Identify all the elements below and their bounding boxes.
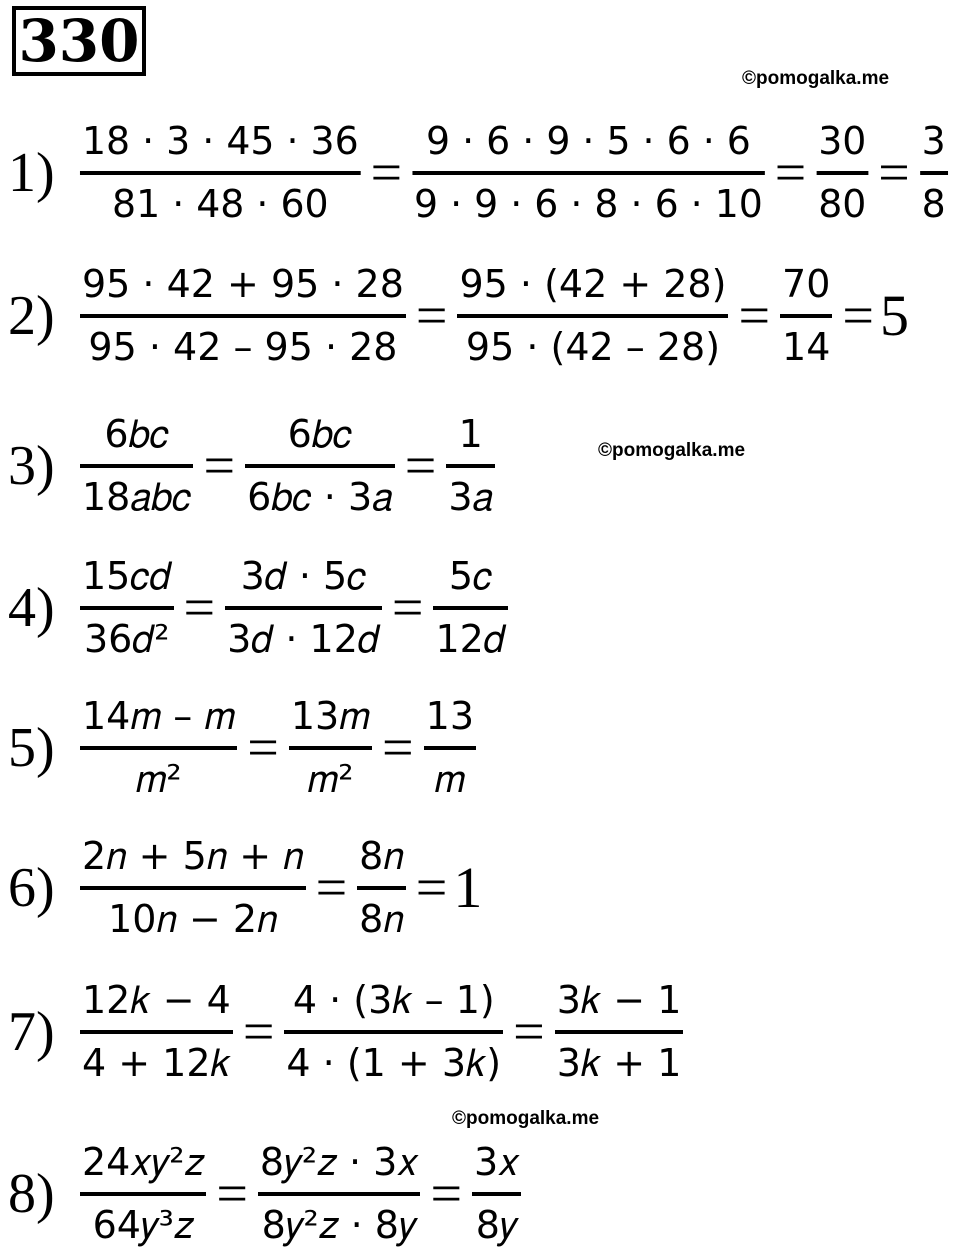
- denominator: 8: [921, 182, 946, 226]
- line-label: 6): [8, 857, 55, 919]
- fraction-bar: [457, 314, 728, 318]
- watermark: ©pomogalka.me: [742, 68, 890, 89]
- fraction: [406, 116, 771, 231]
- fraction: [74, 551, 180, 666]
- denominator: 18𝑎𝑏𝑐: [82, 475, 192, 519]
- denominator: 𝑚²: [307, 757, 354, 801]
- denominator: 3𝑑 · 12𝑑: [227, 617, 380, 661]
- fraction-bar: [289, 746, 372, 750]
- equals-sign: =: [774, 142, 807, 204]
- fraction-bar: [80, 314, 406, 318]
- equation: [74, 258, 909, 374]
- equals-sign: =: [404, 435, 437, 497]
- numerator: 3: [921, 118, 946, 163]
- problem-number: 330: [12, 6, 146, 76]
- fraction: [74, 259, 412, 374]
- fraction-bar: [80, 746, 237, 750]
- numerator: 13𝑚: [290, 693, 371, 738]
- denominator: 4 + 12𝑘: [82, 1041, 231, 1085]
- numerator: 18 · 3 · 45 · 36: [81, 118, 359, 163]
- line-label: 4): [8, 577, 55, 639]
- equation: [74, 550, 514, 666]
- fraction: [351, 831, 412, 946]
- numerator: 3𝑑 · 5𝑐: [240, 553, 367, 598]
- result-value: 1: [453, 855, 483, 920]
- equation: [74, 118, 954, 228]
- watermark: ©pomogalka.me: [452, 1108, 600, 1129]
- solution-line-1: [8, 118, 958, 228]
- line-label: 3): [8, 435, 55, 497]
- equals-sign: =: [430, 1163, 463, 1225]
- fraction: [278, 975, 509, 1090]
- equals-sign: =: [382, 717, 414, 779]
- numerator: 13: [425, 693, 474, 738]
- fraction: [451, 259, 734, 374]
- equals-sign: =: [878, 142, 910, 204]
- denominator: 81 · 48 · 60: [112, 182, 329, 226]
- denominator: 3𝑘 + 1: [556, 1041, 682, 1085]
- fraction: [74, 975, 239, 1090]
- numerator: 9 · 6 · 9 · 5 · 6 · 6: [426, 118, 751, 163]
- denominator: 8𝑦: [475, 1203, 518, 1247]
- solution-line-5: [8, 690, 958, 806]
- denominator: 95 · (42 – 28): [465, 325, 721, 369]
- fraction: [810, 116, 874, 231]
- fraction: [466, 1137, 527, 1252]
- denominator: 𝑚: [434, 757, 466, 801]
- denominator: 3𝑎: [448, 475, 494, 519]
- fraction-bar: [816, 171, 868, 175]
- equals-sign: =: [216, 1163, 248, 1225]
- fraction-bar: [284, 1030, 503, 1034]
- line-label: 7): [8, 1001, 55, 1063]
- equals-sign: =: [183, 577, 216, 639]
- equals-sign: =: [247, 717, 279, 779]
- denominator: 10𝑛 − 2𝑛: [108, 897, 278, 941]
- fraction: [914, 116, 954, 231]
- fraction-bar: [80, 886, 306, 890]
- numerator: 4 · (3𝑘 – 1): [292, 977, 495, 1022]
- equals-sign: =: [315, 857, 348, 919]
- fraction: [74, 116, 367, 231]
- numerator: 14𝑚 – 𝑚: [82, 693, 236, 738]
- fraction: [427, 551, 513, 666]
- denominator: 64𝑦³𝑧: [92, 1203, 194, 1247]
- line-label: 8): [8, 1163, 55, 1225]
- numerator: 6𝑏𝑐: [287, 411, 353, 456]
- equals-sign: =: [415, 857, 448, 919]
- line-label: 5): [8, 717, 55, 779]
- solution-line-2: [8, 258, 958, 374]
- denominator: 95 · 42 – 95 · 28: [88, 325, 398, 369]
- fraction-bar: [258, 1192, 421, 1196]
- fraction: [74, 1137, 212, 1252]
- fraction-bar: [424, 746, 476, 750]
- fraction-bar: [433, 606, 507, 610]
- fraction-bar: [357, 886, 406, 890]
- fraction-bar: [412, 171, 765, 175]
- equation: [74, 690, 482, 806]
- fraction-bar: [245, 464, 395, 468]
- equals-sign: =: [391, 577, 424, 639]
- denominator: 6𝑏𝑐 · 3𝑎: [247, 475, 393, 519]
- fraction-bar: [80, 1192, 206, 1196]
- denominator: 4 · (1 + 3𝑘): [286, 1041, 502, 1085]
- denominator: 12𝑑: [435, 617, 506, 661]
- numerator: 5𝑐: [448, 553, 493, 598]
- solution-line-4: [8, 550, 958, 666]
- numerator: 8𝑛: [359, 833, 404, 878]
- numerator: 15𝑐𝑑: [82, 553, 172, 598]
- fraction: [549, 975, 690, 1090]
- denominator: 8𝑛: [359, 897, 404, 941]
- fraction: [252, 1137, 427, 1252]
- line-label: 2): [8, 285, 55, 347]
- watermark: ©pomogalka.me: [598, 440, 746, 461]
- fraction-bar: [225, 606, 382, 610]
- result-value: 5: [879, 283, 909, 348]
- solution-line-6: [8, 830, 958, 946]
- fraction-bar: [80, 1030, 233, 1034]
- numerator: 2𝑛 + 5𝑛 + 𝑛: [82, 833, 304, 878]
- numerator: 8𝑦²𝑧 · 3𝑥: [259, 1139, 419, 1184]
- equals-sign: =: [513, 1001, 545, 1063]
- numerator: 3𝑥: [474, 1139, 520, 1184]
- numerator: 30: [818, 118, 867, 163]
- numerator: 12𝑘 − 4: [82, 977, 231, 1022]
- numerator: 3𝑘 − 1: [556, 977, 682, 1022]
- numerator: 70: [782, 261, 831, 306]
- fraction: [239, 409, 401, 524]
- line-label: 1): [8, 142, 55, 204]
- denominator: 80: [818, 182, 867, 226]
- fraction: [74, 409, 199, 524]
- equation: [74, 830, 482, 946]
- denominator: 𝑚²: [135, 757, 182, 801]
- fraction-bar: [920, 171, 948, 175]
- equals-sign: =: [415, 285, 448, 347]
- fraction: [440, 409, 501, 524]
- equals-sign: =: [738, 285, 771, 347]
- fraction: [418, 691, 482, 806]
- equation: [74, 974, 689, 1090]
- equation: [74, 1138, 527, 1250]
- fraction-bar: [80, 171, 361, 175]
- equals-sign: =: [203, 435, 236, 497]
- numerator: 95 · 42 + 95 · 28: [82, 261, 404, 306]
- fraction-bar: [555, 1030, 684, 1034]
- fraction: [74, 831, 312, 946]
- fraction-bar: [80, 606, 174, 610]
- denominator: 8𝑦²𝑧 · 8𝑦: [261, 1203, 417, 1247]
- solution-line-8: [8, 1138, 958, 1250]
- fraction: [283, 691, 378, 806]
- denominator: 14: [782, 325, 831, 369]
- numerator: 24𝑥𝑦²𝑧: [82, 1139, 205, 1184]
- denominator: 36𝑑²: [83, 617, 170, 661]
- numerator: 95 · (42 + 28): [459, 261, 727, 306]
- equals-sign: =: [842, 285, 874, 347]
- fraction-bar: [780, 314, 832, 318]
- solution-line-3: [8, 408, 958, 524]
- fraction-bar: [80, 464, 193, 468]
- numerator: 6𝑏𝑐: [104, 411, 170, 456]
- solution-line-7: [8, 974, 958, 1090]
- fraction: [219, 551, 388, 666]
- denominator: 9 · 9 · 6 · 8 · 6 · 10: [414, 182, 763, 226]
- equation: [74, 408, 501, 524]
- equals-sign: =: [242, 1001, 275, 1063]
- fraction: [74, 691, 243, 806]
- equals-sign: =: [370, 142, 403, 204]
- fraction: [774, 259, 838, 374]
- numerator: 1: [458, 411, 483, 456]
- fraction-bar: [472, 1192, 521, 1196]
- fraction-bar: [446, 464, 495, 468]
